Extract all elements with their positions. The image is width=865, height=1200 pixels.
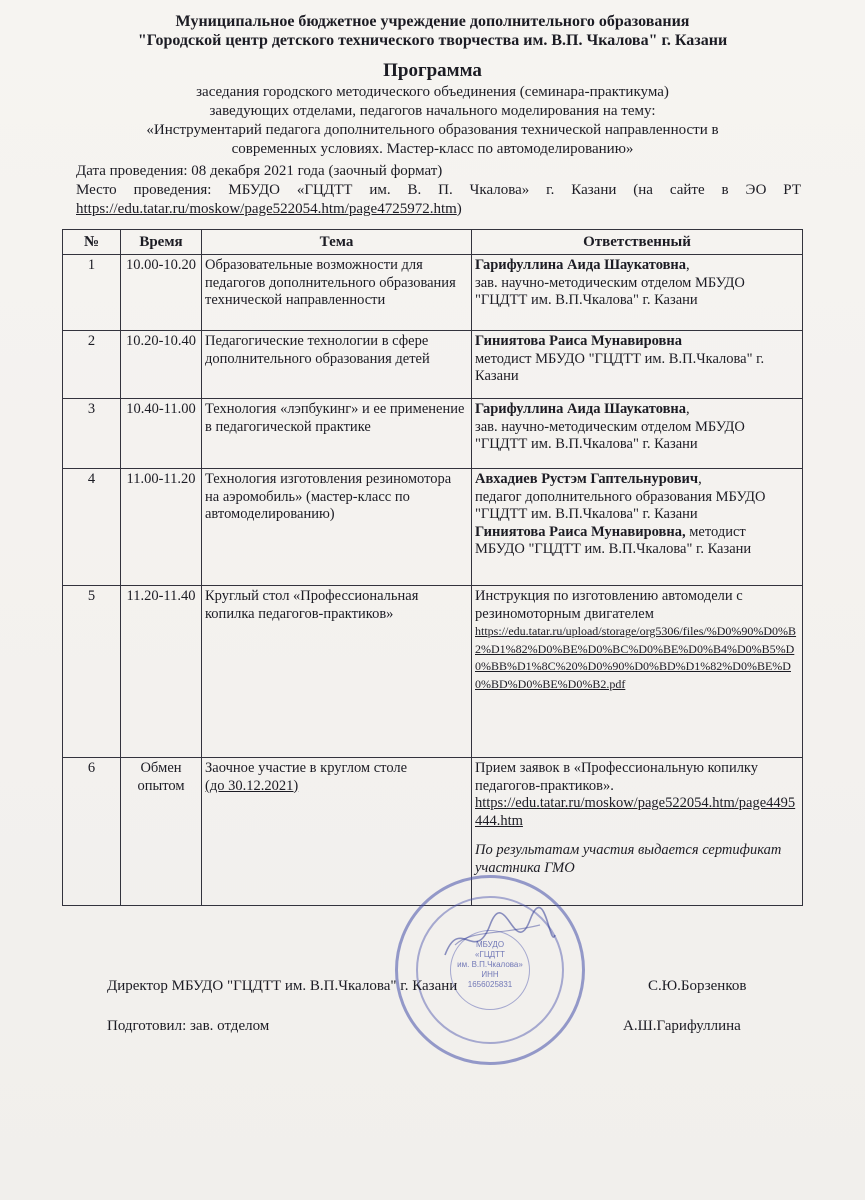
program-table (62, 229, 803, 906)
table-row (63, 469, 803, 586)
responsible-separator: , (686, 401, 690, 417)
topic-deadline: (до 30.12.2021) (205, 777, 299, 794)
responsible-separator: , (686, 257, 690, 273)
event-date: Дата проведения: 08 декабря 2021 года (заочный формат) (76, 163, 443, 179)
event-place-link[interactable]: https://edu.tatar.ru/moskow/page522054.htm/page4725972.htm (76, 201, 457, 217)
subtitle-line-1: заседания городского методического объединения (семинара-практикума) (196, 84, 669, 100)
row-time: 11.20-11.40 (121, 586, 202, 758)
stamp-line-4: ИНН (481, 970, 499, 979)
responsible-name: Гарифуллина Аида Шаукатовна (475, 257, 687, 273)
stamp-line-1: МБУДО (475, 940, 505, 949)
table-row (63, 255, 803, 331)
document-title: Программа (383, 60, 482, 81)
responsible-name-2: Гиниятова Раиса Мунавировна, (475, 523, 686, 540)
row-responsible (472, 255, 803, 331)
subtitle-line-3: «Инструментарий педагога дополнительного образования технической направленности в (146, 122, 719, 138)
table-row (63, 586, 803, 758)
row-responsible (472, 586, 803, 758)
director-label: Директор МБУДО "ГЦДТТ им. В.П.Чкалова" г. Казани (107, 978, 458, 994)
stamp-line-3: им. В.П.Чкалова» (457, 960, 523, 969)
row-number: 6 (63, 758, 121, 906)
row-time: 11.00-11.20 (121, 469, 202, 586)
row-responsible (472, 399, 803, 469)
application-text: Прием заявок в «Профессиональную копилку педагогов-практиков». (475, 760, 759, 794)
row-number: 2 (63, 331, 121, 399)
prepared-label: Подготовил: зав. отделом (107, 1018, 270, 1034)
row-number: 5 (63, 586, 121, 758)
responsible-name: Авхадиев Рустэм Гаптельнурович (475, 471, 699, 487)
event-place: Место проведения: МБУДО «ГЦДТТ им. В. П. Чкалова» г. Казани (на сайте в ЭО РТ (76, 182, 801, 198)
row-time: 10.40-11.00 (121, 399, 202, 469)
org-line-2: "Городской центр детского технического творчества им. В.П. Чкалова" г. Казани (137, 32, 728, 49)
row-topic (202, 758, 472, 906)
row-number: 4 (63, 469, 121, 586)
org-line-1: Муниципальное бюджетное учреждение дополнительного образования (175, 13, 690, 30)
responsible-position-2: методист МБУДО "ГЦДТТ им. В.П.Чкалова" г. Казани (475, 523, 752, 557)
responsible-name: Гарифуллина Аида Шаукатовна (475, 401, 687, 417)
row-topic: Технология «лэпбукинг» и ее применение в педагогической практике (202, 399, 472, 469)
row-topic: Круглый стол «Профессиональная копилка педагогов-практиков» (202, 586, 472, 758)
row-responsible (472, 469, 803, 586)
responsible-position: педагог дополнительного образования МБУДО "ГЦДТТ им. В.П.Чкалова" г. Казани (475, 488, 766, 522)
subtitle-line-4: современных условиях. Мастер-класс по автомоделированию» (231, 141, 634, 157)
instruction-text: Инструкция по изготовлению автомодели с резиномоторным двигателем (475, 588, 743, 622)
row-time: Обмен опытом (121, 758, 202, 906)
header-topic: Тема (202, 230, 472, 255)
instruction-link[interactable]: https://edu.tatar.ru/upload/storage/org5306/files/%D0%90%D0%B2%D1%82%D0%BE%D0%BC%D0%BE%D0%B4%D0%B5%D0%BB%D1%8C%20%D0%90%D0%BD%D1%82%D0%BE%D0%BD%D0%BE%D0%B2.pdf (475, 624, 797, 691)
row-responsible (472, 331, 803, 399)
document-subtitle (0, 83, 865, 159)
row-topic: Технология изготовления резиномотора на аэромобиль» (мастер-класс по автомоделированию) (202, 469, 472, 586)
header-responsible: Ответственный (472, 230, 803, 255)
event-place-link-line (76, 200, 801, 219)
organization-header (0, 12, 865, 50)
table-row (63, 399, 803, 469)
row-topic: Образовательные возможности для педагогов дополнительного образования технической направленности (202, 255, 472, 331)
header-time: Время (121, 230, 202, 255)
row-time: 10.00-10.20 (121, 255, 202, 331)
application-link[interactable]: https://edu.tatar.ru/moskow/page522054.htm/page4495444.htm (475, 795, 796, 829)
director-name: С.Ю.Борзенков (648, 978, 747, 994)
prepared-name: А.Ш.Гарифуллина (623, 1018, 741, 1034)
row-number: 1 (63, 255, 121, 331)
topic-text: Заочное участие в круглом столе (205, 760, 408, 776)
responsible-position: зав. научно-методическим отделом МБУДО "ГЦДТТ им. В.П.Чкалова" г. Казани (475, 418, 745, 452)
table-row (63, 331, 803, 399)
certificate-note: По результатам участия выдается сертификат участника ГМО (475, 842, 782, 876)
responsible-name: Гиниятова Раиса Мунавировна (475, 333, 682, 349)
subtitle-line-2: заведующих отделами, педагогов начального моделирования на тему: (209, 103, 656, 119)
responsible-position: зав. научно-методическим отделом МБУДО "ГЦДТТ им. В.П.Чкалова" г. Казани (475, 274, 745, 308)
row-number: 3 (63, 399, 121, 469)
stamp-line-2: «ГЦДТТ (475, 950, 505, 959)
header-number: № (63, 230, 121, 255)
row-time: 10.20-10.40 (121, 331, 202, 399)
table-header-row (63, 230, 803, 255)
row-topic: Педагогические технологии в сфере дополнительного образования детей (202, 331, 472, 399)
event-place-close: ) (456, 201, 462, 217)
responsible-position: методист МБУДО "ГЦДТТ им. В.П.Чкалова" г. Казани (475, 350, 765, 384)
stamp-line-5: 1656025831 (467, 980, 513, 989)
table-row (63, 758, 803, 906)
signature-scribble (440, 895, 560, 975)
responsible-separator: , (698, 471, 702, 487)
